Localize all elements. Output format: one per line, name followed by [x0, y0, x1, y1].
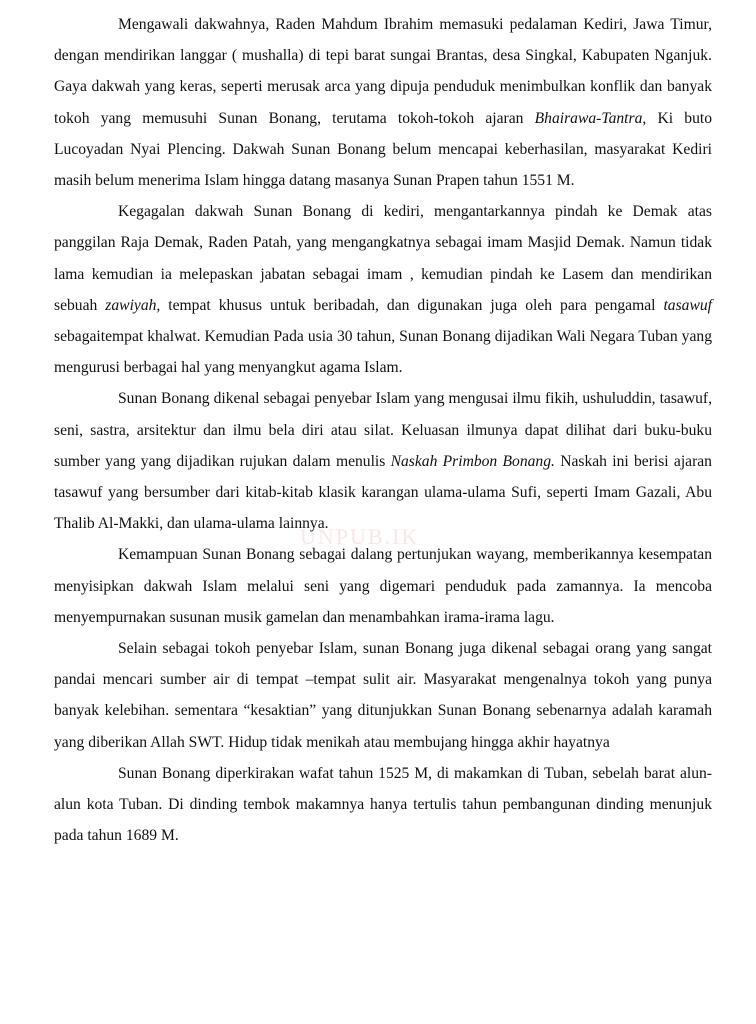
text-segment: Selain sebagai tokoh penyebar Islam, sunan Bonang juga dikenal sebagai orang yang sangat pandai mencari sumber air di tempat –tempat sulit air. Masyarakat mengenalnya tokoh yang punya banyak kelebihan. sementara “kesaktian” yang ditunjukkan Sunan Bonang sebenarnya adalah karamah yang diberikan Allah SWT. Hidup tidak menikah atau membujang hingga akhir hayatnya: [54, 640, 712, 751]
paragraph-3: [54, 383, 712, 539]
text-segment: Kemampuan Sunan Bonang sebagai dalang pertunjukan wayang, memberikannya kesempatan menyisipkan dakwah Islam melalui seni yang digemari penduduk pada zamannya. Ia mencoba menyempurnakan susunan musik gamelan dan menambahkan irama-irama lagu.: [54, 546, 712, 626]
italic-term: zawiyah,: [105, 296, 161, 314]
text-segment: Sunan Bonang diperkirakan wafat tahun 1525 M, di makamkan di Tuban, sebelah barat alun-alun kota Tuban. Di dinding tembok makamnya hanya tertulis tahun pembangunan dinding menunjuk pada tahun 1689 M.: [54, 764, 712, 845]
paragraph-5: [54, 633, 712, 758]
text-segment: sebagaitempat khalwat. Kemudian Pada usia 30 tahun, Sunan Bonang dijadikan Wali Negara Tuban yang mengurusi berbagai hal yang menyangkut agama Islam.: [54, 328, 712, 377]
text-segment: Ki buto Lucoyadan Nyai Plencing. Dakwah Sunan Bonang belum mencapai keberhasilan, masyarakat Kediri masih belum menerima Islam hingga datang masanya Sunan Prapen tahun 1551 M.: [54, 109, 712, 190]
paragraph-6: [54, 758, 712, 852]
italic-term: Bhairawa-Tantra,: [534, 109, 647, 127]
paragraph-1: [54, 9, 712, 196]
paragraph-2: [54, 196, 712, 383]
italic-term: tasawuf: [663, 296, 712, 314]
watermark-text: UNPUB.IK: [300, 524, 420, 549]
text-segment: Kegagalan dakwah Sunan Bonang di kediri, mengantarkannya pindah ke Demak atas panggilan Raja Demak, Raden Patah, yang mengangkatnya sebagai imam Masjid Demak. Namun tidak lama kemudian ia melepaskan jabatan sebagai imam , kemudian pindah ke Lasem dan mendirikan sebuah: [54, 203, 712, 314]
text-segment: Sunan Bonang dikenal sebagai penyebar Islam yang mengusai ilmu fikih, ushuluddin, tasawuf, seni, sastra, arsitektur dan ilmu bela diri atau silat. Keluasan ilmunya dapat dilihat dari buku-buku sumber yang yang dijadikan rujukan dalam menulis: [54, 390, 712, 470]
italic-term: Naskah Primbon Bonang.: [390, 452, 555, 470]
text-segment: tempat khusus untuk beribadah, dan digunakan juga oleh para pengamal: [160, 296, 664, 314]
paragraph-4: [54, 539, 712, 633]
text-segment: Mengawali dakwahnya, Raden Mahdum Ibrahim memasuki pedalaman Kediri, Jawa Timur, dengan mendirikan langgar ( mushalla) di tepi barat sungai Brantas, desa Singkal, Kabupaten Nganjuk. Gaya dakwah yang keras, seperti merusak arca yang dipuja penduduk menimbulkan konflik dan banyak tokoh yang memusuhi Sunan Bonang, terutama tokoh-tokoh ajaran: [54, 16, 712, 127]
document-page: [54, 9, 712, 851]
text-segment: Naskah ini berisi ajaran tasawuf yang bersumber dari kitab-kitab klasik karangan ulama-ulama Sufi, seperti Imam Gazali, Abu Thalib Al-Makki, dan ulama-ulama lainnya.: [54, 452, 712, 533]
